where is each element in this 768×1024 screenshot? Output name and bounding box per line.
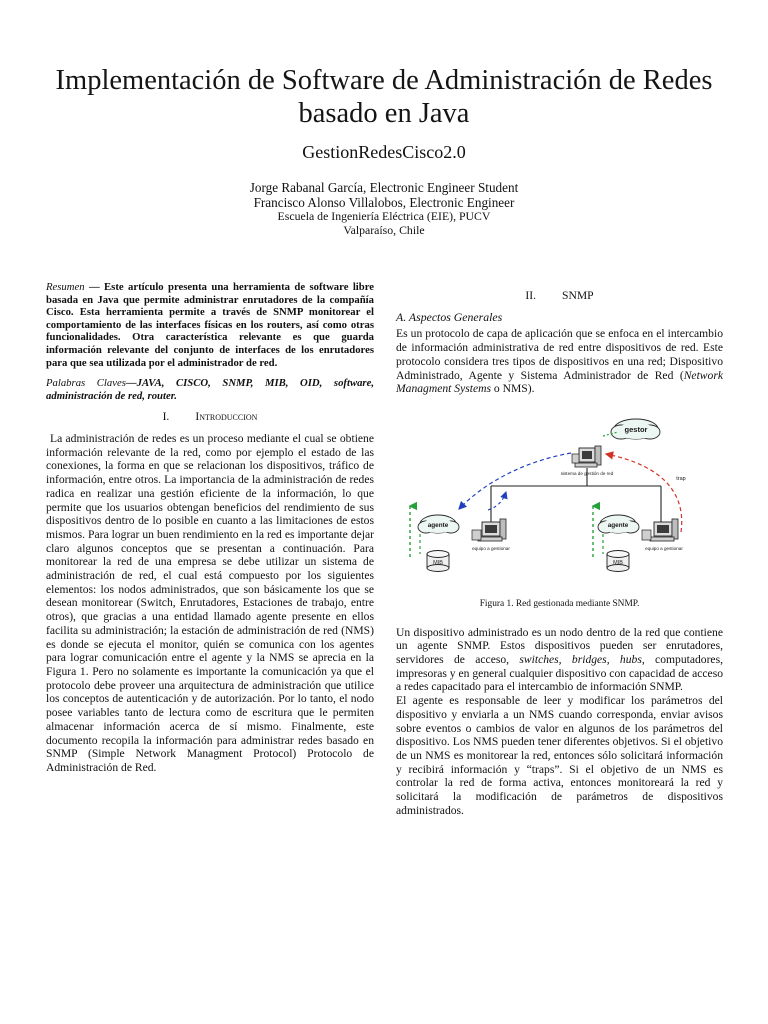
section-number: II. (525, 289, 537, 302)
mib-database-icon-right (607, 550, 629, 571)
agent-left-label: agente (427, 521, 449, 529)
agent-cloud-right (598, 515, 639, 533)
gestor-cloud (611, 419, 660, 439)
device-computer-icon-right (642, 519, 683, 551)
mib-left-label: MIB (433, 559, 443, 566)
keywords-lead: Palabras Claves (46, 377, 126, 390)
left-column (46, 281, 374, 775)
author-1: Jorge Rabanal García, Electronic Engineer Student (249, 180, 519, 195)
affiliation: Escuela de Ingeniería Eléctrica (EIE), PUCV (277, 209, 491, 223)
section-heading-introduccion (46, 410, 374, 424)
intro-paragraph: La administración de redes es un proceso mediante el cual se obtiene información relevante de la red, como por ejemplo el estado de las conexiones, la forma en que se relacionan los dispositivos, tráfico de información, entre otros. La importancia de la administración de redes radica en realizar una gestión eficiente de la información, lo que permite que los usuarios obtengan beneficios del rendimiento de sus dispositivos dentro de lo posible en cuanto a las limitaciones de estos mismos. Para lograr un buen rendimiento en la red es importante dejar claro algunos conceptos que se presentan a continuación. Para monitorear la red de una empresa se debe utilizar un sistema de administración de red, el cual está compuesto por los siguientes elementos: los nodos administrados, que son básicamente los que se desean monitorear (Switch, Enrutadores, Estaciones de trabajo, entre otros), que gracias a una entidad llamado agente presente en ellos facilita su administración; la estación de administración de red (NMS) es donde se ejecuta el monitor, quién se comunica con los agentes para lograr comunicación entre el agente y la NMS se aprecia en la Figura 1. Pero no solamente es importante la comunicación ya que el protocolo debe proveer una arquitectura de administración que utilice los conceptos de autenticación y de autorización. Por lo tanto, el nodo posee variables tanto de lectura como de escritura que le permiten almacenar información acerca de sí mismo. Finalmente, este documento recopila la información para administrar redes basado en SNMP (Simple Network Managment Protocol) Protocolo de Administración de Red. (46, 432, 374, 774)
agent-cloud-left (418, 515, 459, 533)
device-left-label: equipo a gestionar (472, 545, 510, 551)
keywords-text: —JAVA, CISCO, SNMP, MIB, OID, software, administración de red, router. (46, 377, 375, 402)
device-computer-icon-left (472, 519, 510, 551)
paper-title: Implementación de Software de Administración de Redes basado en Java (55, 65, 713, 129)
trap-label: trap (676, 475, 686, 482)
device-right-label: equipo a gestionar (645, 545, 683, 551)
abstract (46, 281, 374, 369)
section-title: Introduccion (195, 410, 258, 424)
paper-subtitle: GestionRedesCisco2.0 (302, 142, 466, 162)
network-diagram (396, 406, 723, 596)
abstract-lead: Resumen (46, 281, 85, 293)
section-title: SNMP (562, 289, 594, 302)
abstract-text: — Este artículo presenta una herramienta de software libre basada en Java que permite administrar enrutadores de la compañía Cisco. Esta herramienta permite a través de SNMP monitorear el comportamiento de las interfaces físicas en los routers, así como otras funcionalidades. Otra característica relevante es que guarda información relevante del conjunto de interfaces de los enrutadores para que sea utilizada por el administrador de red. (46, 281, 374, 369)
mib-right-label: MIB (613, 559, 623, 566)
section-heading-snmp (396, 289, 723, 303)
figure-network-diagram (396, 406, 723, 596)
author-2: Francisco Alonso Villalobos, Electronic Engineer (253, 195, 515, 210)
snmp-paragraph-2: Un dispositivo administrado es un nodo dentro de la red que contiene un agente SNMP. Estos dispositivos pueden ser enrutadores, servidores de acceso, switches, bridges, hubs, computadores, impresoras y en general cualquier dispositivo con capacidad de acceso a redes capacitado para el intercambio de información SNMP. (396, 625, 723, 694)
agent-right-label: agente (607, 521, 629, 529)
request-arrow-left (459, 453, 571, 509)
snmp-paragraph-3: El agente es responsable de leer y modificar los parámetros del dispositivo y enviarla a un NMS cuando corresponda, enviar avisos sobre eventos o cambios de valor en algunos de los parámetros del dispositivo. Los NMS pueden tener diferentes objetivos. Si el objetivo de un NMS es monitorear la red, entonces sólo solicitará información y recibirá información y “traps”. Si el objetivo de un NMS es controlar la red de forma activa, entonces monitoreará la red y solicitará la modificación de parámetros de dispositivos administrados. (396, 694, 723, 817)
manager-station-label: sistema de gestión de red (560, 470, 614, 476)
gestor-label: gestor (624, 424, 648, 434)
keywords (46, 377, 374, 402)
mib-database-icon-left (427, 550, 449, 571)
section-number: I. (162, 410, 170, 424)
subsection-heading: A. Aspectos Generales (396, 309, 503, 324)
figure-caption: Figura 1. Red gestionada mediante SNMP. (479, 598, 640, 609)
author-block (40, 180, 728, 237)
right-column (396, 289, 723, 817)
snmp-paragraph-1: Es un protocolo de capa de aplicación que se enfoca en el intercambio de información administrativa de red entre dispositivos de red. Este protocolo considera tres tipos de dispositivos en una red; Dispositivo Administrado, Agente y Sistema Administrador de Red (Network Managment Systems o NMS). (396, 327, 723, 396)
manager-computer-icon (561, 446, 614, 476)
location: Valparaíso, Chile (343, 222, 425, 237)
